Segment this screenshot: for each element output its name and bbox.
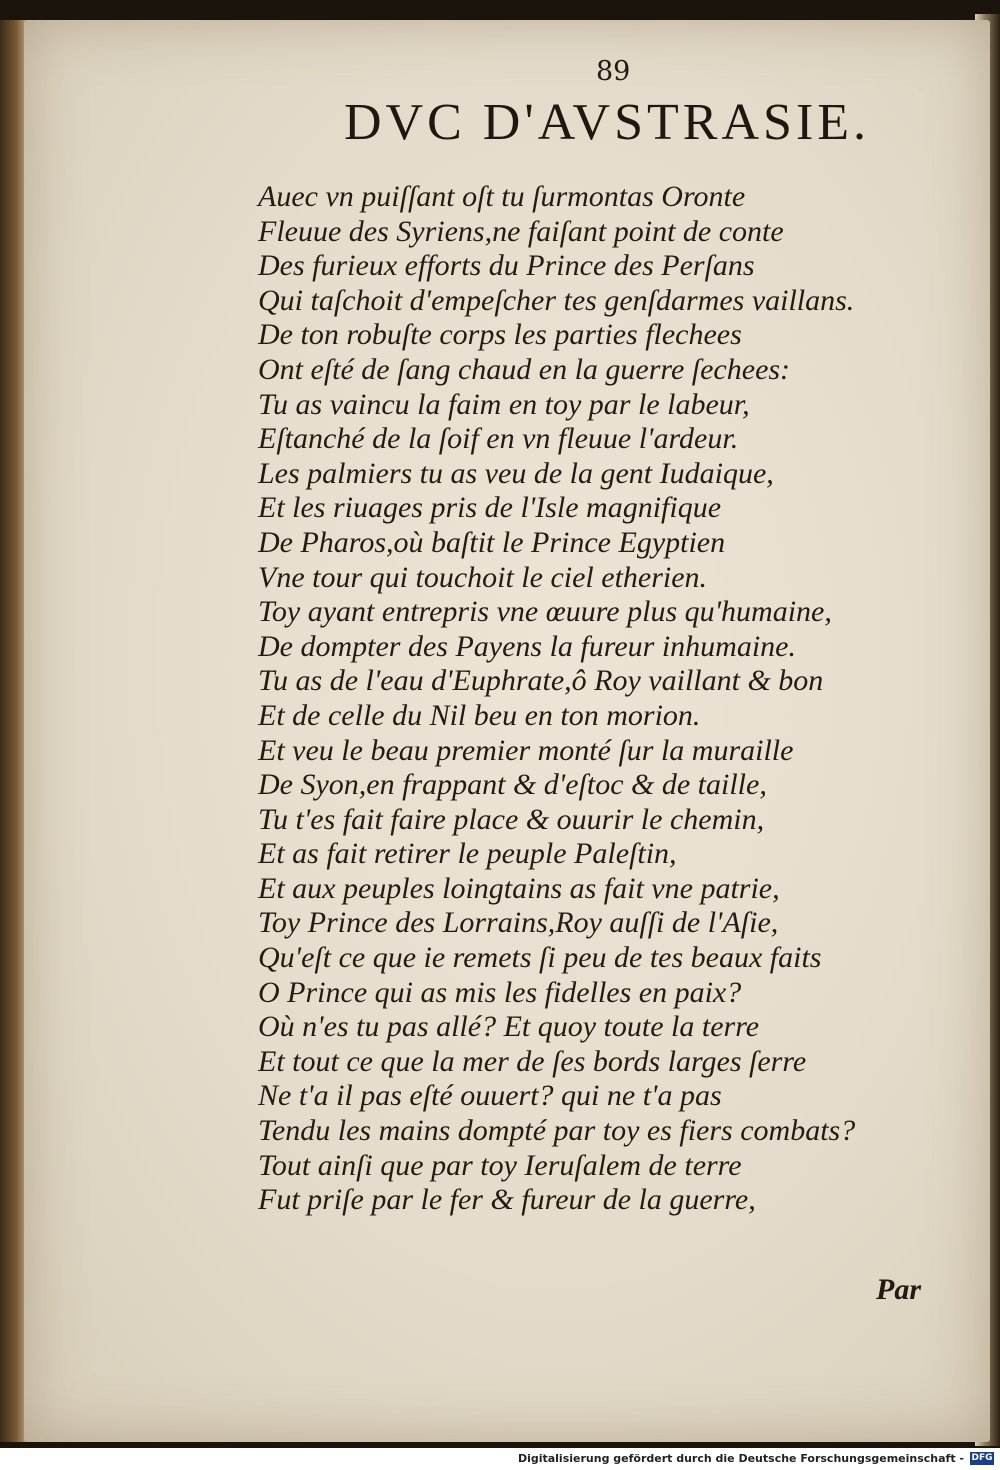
footer-bar	[0, 1448, 1000, 1470]
running-head: DVC D'AVSTRASIE.	[344, 94, 871, 151]
verse-line: De Pharos,où baſtit le Prince Egyptien	[258, 525, 726, 559]
verse-line: De ton robuſte corps les parties flechees	[258, 318, 742, 352]
verse-line: Et tout ce que la mer de ſes bords larges ſerre	[258, 1044, 807, 1078]
verse-line: Vne tour qui touchoit le ciel etherien.	[258, 560, 708, 594]
verse-line: Fleuue des Syriens,ne faiſant point de conte	[258, 214, 784, 248]
verse-line: Et les riuages pris de l'Isle magnifique	[258, 491, 722, 525]
verse-line: Tu as vaincu la faim en toy par le labeur,	[258, 387, 750, 421]
verse-line: De Syon,en frappant & d'eſtoc & de taille,	[258, 768, 767, 802]
verse-line: Et veu le beau premier monté ſur la muraille	[258, 733, 794, 767]
verse-block	[258, 180, 878, 1218]
verse-line: Tu t'es fait faire place & ouurir le chemin,	[258, 802, 765, 836]
verse-line: Tout ainſi que par toy Ieruſalem de terre	[258, 1148, 742, 1182]
verse-line: Où n'es tu pas allé? Et quoy toute la terre	[258, 1010, 760, 1044]
verse-line: Les palmiers tu as veu de la gent Iudaique,	[258, 456, 774, 490]
verse-line: Des furieux efforts du Prince des Perſans	[258, 249, 755, 283]
verse-line: Qui taſchoit d'empeſcher tes genſdarmes vaillans.	[258, 283, 855, 317]
verse-line: Qu'eſt ce que ie remets ſi peu de tes beaux faits	[258, 941, 822, 975]
verse-line: Et as fait retirer le peuple Paleſtin,	[258, 837, 677, 871]
verse-line: O Prince qui as mis les fidelles en paix?	[258, 975, 742, 1009]
verse-line: Fut priſe par le fer & fureur de la guerre,	[258, 1183, 756, 1217]
verse-line: De dompter des Payens la fureur inhumaine.	[258, 629, 796, 663]
verse-line: Et de celle du Nil beu en ton morion.	[258, 698, 701, 732]
verse-line: Tu as de l'eau d'Euphrate,ô Roy vaillant & bon	[258, 664, 824, 698]
page-number: 89	[596, 56, 631, 87]
verse-line: Ont eſté de ſang chaud en la guerre ſechees:	[258, 352, 791, 386]
verse-line: Toy ayant entrepris vne œuure plus qu'humaine,	[258, 595, 832, 629]
verse-line: Ne t'a il pas eſté ouuert? qui ne t'a pas	[258, 1079, 722, 1113]
dfg-logo: DFG	[971, 1453, 993, 1463]
verse-line: Toy Prince des Lorrains,Roy auſſi de l'Aſie,	[258, 906, 779, 940]
verse-line: Eſtanché de la ſoif en vn fleuue l'ardeur.	[258, 422, 739, 456]
verse-line: Et aux peuples loingtains as fait vne patrie,	[258, 871, 780, 905]
funding-text: Digitalisierung gefördert durch die Deutsche Forschungsgemeinschaft -	[517, 1452, 964, 1465]
verse-line: Tendu les mains dompté par toy es fiers combats?	[258, 1114, 856, 1148]
verse-line: Auec vn puiſſant oſt tu ſurmontas Oronte	[258, 180, 746, 213]
catchword: Par	[876, 1273, 921, 1306]
